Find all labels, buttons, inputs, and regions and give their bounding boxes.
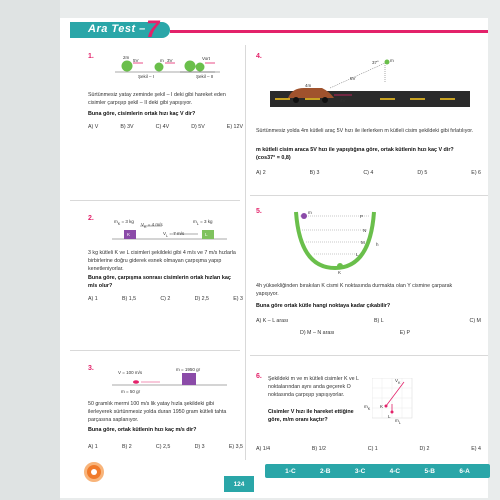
point-k [385,405,388,408]
question-4-figure [270,58,470,128]
row-divider [70,350,240,351]
label-l: L [388,414,391,419]
label-mk: $m_K$ [364,404,371,411]
answer-key-5: 5-B [424,467,435,475]
label-4m: 4m [305,83,312,88]
choice-b[interactable]: B) 1,5 [121,296,137,302]
question-prompt: m kütleli cisim araca 5V hızı ile yapıştığına göre, ortak kütlenin hızı kaç V dir? (cos37° = 0,8) [256,147,454,161]
ball-combined-2m [185,61,196,72]
label-p: P [360,214,364,219]
ball-m [385,60,390,65]
answer-key-4: 4-C [389,467,401,475]
choice-d[interactable]: D) 3 [194,444,205,450]
gear-icon-center [91,469,97,475]
ball-2m [122,61,133,72]
question-text: Şekildeki m ve m kütleli cisimler K ve L noktalarından aynı anda geçerek O noktasında çarpışıp yapışıyorlar. [268,376,359,398]
label-n: N [363,228,367,233]
label-5v: 5V [133,58,139,63]
label-m: m [160,58,164,63]
label-5v: 5V [350,76,356,81]
answer-choices [256,170,481,176]
choice-c[interactable]: C) 1 [367,446,378,452]
question-number: 2. [88,215,94,222]
row-divider [250,355,488,356]
row-divider [250,195,488,196]
label-sekil-2: Şekil – II [196,74,214,79]
choice-c[interactable]: C) 2 [160,296,171,302]
choice-d[interactable]: D) 5V [191,124,205,130]
background-pattern [0,0,60,500]
question-number: 5. [256,208,262,215]
label-vl: $V_L = 7$ m/s [163,231,185,238]
question-prompt: Cisimler V hızı ile hareket ettiğine göre, m/m oranı kaçtır? [268,409,354,423]
choice-d[interactable]: D) 2 [419,446,430,452]
label-block-mass: m = 1950 gr [176,367,201,372]
ball-k [337,263,343,269]
question-text: 3 kg kütleli K ve L cisimleri şekildeki gibi 4 m/s ve 7 m/s hızlarla birbirlerine doğru giderek esnek olmayan çarpışma yapıp kenetleniyorlar. [88,250,236,272]
question-prompt: Buna göre, cisimlerin ortak hızı kaç V dir? [88,111,196,117]
question-number: 3. [88,365,94,372]
label-m: m [390,58,394,63]
choice-b[interactable]: B) 3V [120,124,134,130]
answer-choices [88,296,243,302]
choice-c[interactable]: C) 4 [363,170,374,176]
row-divider [70,200,240,201]
question-number: 1. [88,53,94,60]
choice-e[interactable]: E) 4 [471,446,481,452]
choice-a[interactable]: A) 1/4 [256,446,271,452]
label-l: L [205,232,208,237]
ball-m [155,63,164,72]
ball-m [301,213,307,219]
label-h: h [376,242,379,247]
answer-key-6: 6-A [459,467,470,475]
choice-b[interactable]: B) 2 [121,444,132,450]
label-ml: $m_L = 3$ kg [193,219,213,226]
label-3v: 3V [167,58,173,63]
test-header-title: Ara Test – [88,23,146,35]
label-k: K [380,404,384,409]
label-sekil-1: Şekil – I [138,74,155,79]
choice-a[interactable]: A) 1 [88,444,98,450]
answer-choices [88,444,243,450]
question-prompt: Buna göre, çarpışma sonrası cisimlerin ortak hızları kaç m/s olur? [88,275,231,289]
label-vort: Vort [202,56,211,61]
choice-b[interactable]: B) 1/2 [311,446,327,452]
question-text: 50 gramlık mermi 100 m/s lik yatay hızla şekildeki gibi ilerleyerek sürtünmesiz yolda duran 1950 gram kütleli tahta parçasına saplanıyor. [88,401,227,423]
answer-choices [256,318,481,324]
page-number: 124 [224,476,254,492]
choice-c[interactable]: C) 4V [155,124,170,130]
label-4v: 4V [340,98,346,103]
label-bullet-mass: m = 50 gr [121,389,141,394]
choice-d[interactable]: D) 5 [417,170,428,176]
header-rule [170,30,488,33]
choice-d[interactable]: D) M – N arası [300,330,335,336]
choice-a[interactable]: A) 2 [256,170,266,176]
block-l [202,230,214,239]
choice-e[interactable]: E) 6 [471,170,481,176]
label-v: V = 100 m/s [118,370,143,375]
car [288,88,334,98]
column-divider [245,45,246,460]
question-text: 4h yüksekliğinden bırakılan K cismi K noktasında durmakta olan Y cismine çarparak yapışıyor. [256,283,453,297]
choice-c[interactable]: C) 2,5 [155,444,171,450]
label-angle: 37° [372,60,379,65]
choice-b[interactable]: B) L [373,318,384,324]
label-m: m [308,210,312,215]
label-mk: $m_K = 3$ kg [114,219,134,226]
answer-choices-row-2 [300,330,410,336]
label-m-point: M [361,240,365,245]
label-l: L [356,252,359,257]
choice-e[interactable]: E) P [399,330,410,336]
label-ml: $m_L$ [395,418,401,425]
question-text: Sürtünmesiz yatay zeminde şekil – I deki gibi hareket eden cisimler çarpışıp şekil – II deki gibi yapışıyor. [88,92,226,106]
test-header-number: 7 [146,16,160,43]
choice-a[interactable]: A) K – L arası [256,318,289,324]
wood-block [182,373,196,385]
label-vk: $V_K$ [395,378,401,385]
choice-e[interactable]: E) 3,5 [228,444,243,450]
answer-key-1: 1-C [285,467,296,475]
question-6-figure [372,378,416,422]
choice-e[interactable]: E) 3 [233,296,243,302]
label-k: K [127,232,131,237]
choice-e[interactable]: E) 12V [226,124,243,130]
label-vk: $V_K = 4$ m/s [141,222,163,229]
choice-a[interactable]: A) V [88,124,99,130]
question-text: Sürtünmesiz yolda 4m kütleli araç 5V hızı ile ilerlerken m kütleli cisim şekildeki gibi fırlatılıyor. [256,128,474,134]
label-2m: 2m [123,55,130,60]
question-5-figure [290,208,380,278]
answer-choices [88,124,243,130]
question-number: 4. [256,53,262,60]
answer-key-bar [265,464,490,478]
label-k: K [338,270,342,275]
answer-key-3: 3-C [354,467,366,475]
bullet [133,380,139,384]
question-prompt: Buna göre, ortak kütlenin hızı kaç m/s dir? [88,427,197,433]
answer-key-2: 2-B [320,467,331,475]
choice-b[interactable]: B) 3 [309,170,320,176]
question-prompt: Buna göre ortak kütle hangi noktaya kadar çıkabilir? [256,303,391,309]
choice-a[interactable]: A) 1 [88,296,98,302]
choice-d[interactable]: D) 2,5 [194,296,210,302]
answer-choices [256,446,481,452]
ball-combined-m [196,63,205,72]
choice-c[interactable]: C) M [469,318,481,324]
question-number: 6. [256,373,262,380]
